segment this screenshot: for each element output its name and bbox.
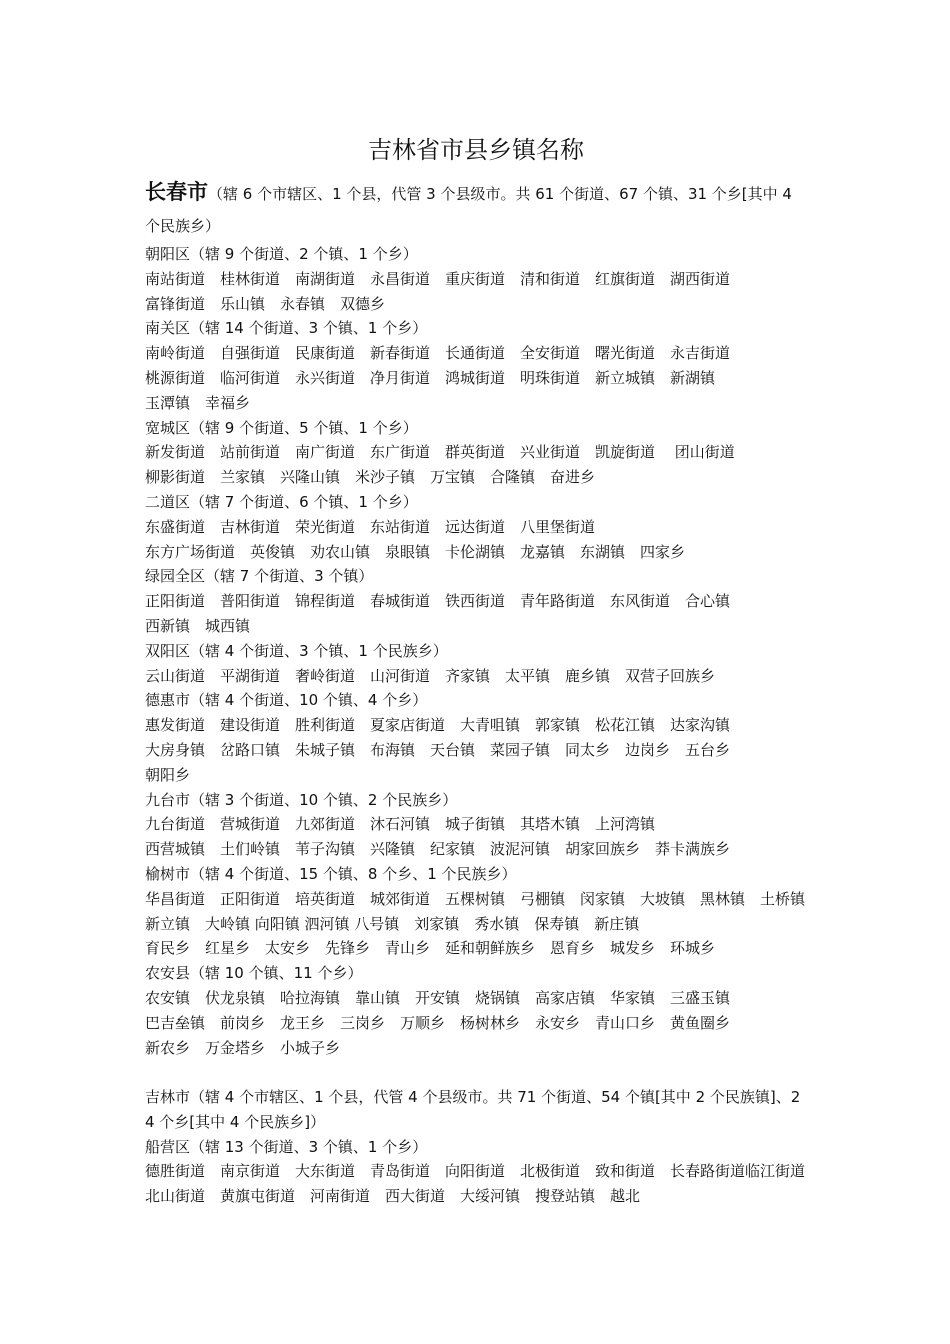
text-line: 东方广场街道 英俊镇 劝农山镇 泉眼镇 卡伦湖镇 龙嘉镇 东湖镇 四家乡 [145, 542, 686, 561]
text-line: 正阳街道 普阳街道 锦程街道 春城街道 铁西街道 青年路街道 东风街道 合心镇 [145, 592, 731, 611]
text-line: 玉潭镇 幸福乡 [145, 393, 251, 412]
city-name: 长春市 [145, 180, 208, 204]
jilin-district-list [145, 1085, 821, 1209]
text-line: 南站街道 桂林街道 南湖街道 永昌街道 重庆街道 清和街道 红旗街道 湖西街道 [145, 269, 731, 288]
blank-line [145, 1060, 807, 1085]
text-line: 绿园全区（辖 7 个街道、3 个镇） [145, 567, 374, 586]
text-line: 朝阳乡 [145, 765, 191, 784]
text-line: 宽城区（辖 9 个街道、5 个镇、1 个乡） [145, 418, 418, 437]
text-line: 朝阳区（辖 9 个街道、2 个镇、1 个乡） [145, 245, 418, 263]
text-line: 九台市（辖 3 个街道、10 个镇、2 个民族乡） [145, 790, 458, 809]
text-line: 柳影街道 兰家镇 兴隆山镇 米沙子镇 万宝镇 合隆镇 奋进乡 [145, 468, 596, 487]
document-title: 吉林省市县乡镇名称 [368, 136, 584, 164]
text-line: 榆树市（辖 4 个街道、15 个镇、8 个乡、1 个民族乡） [145, 864, 517, 883]
text-line: 新发街道 站前街道 南广街道 东广街道 群英街道 兴业街道 凯旋街道 团山街道 [145, 443, 735, 462]
text-line: 云山街道 平湖街道 奢岭街道 山河街道 齐家镇 太平镇 鹿乡镇 双营子回族乡 [145, 666, 716, 685]
text-line: 船营区（辖 13 个街道、3 个镇、1 个乡） [145, 1137, 428, 1156]
document-page [145, 128, 821, 1209]
text-line: 华昌街道 正阳街道 培英街道 城郊街道 五棵树镇 弓棚镇 闵家镇 大坡镇 黑林镇 土桥镇 新立镇 大岭镇 向阳镇 泗河镇 八号镇 刘家镇 秀水镇 保寿镇 新庄镇 [145, 889, 821, 933]
text-line: 德惠市（辖 4 个街道、10 个镇、4 个乡） [145, 691, 428, 710]
text-line: 吉林市（辖 4 个市辖区、1 个县，代管 4 个县级市。共 71 个街道、54 个镇[其中 2 个民族镇]、24 个乡[其中 4 个民族乡]） [145, 1088, 801, 1131]
text-line: 惠发街道 建设街道 胜利街道 夏家店街道 大青咀镇 郭家镇 松花江镇 达家沟镇 [145, 716, 731, 735]
text-line: 大房身镇 岔路口镇 朱城子镇 布海镇 天台镇 菜园子镇 同太乡 边岗乡 五台乡 [145, 740, 731, 759]
text-line: 南岭街道 自强街道 民康街道 新春街道 长通街道 全安街道 曙光街道 永吉街道 [145, 344, 731, 363]
text-line: 德胜街道 南京街道 大东街道 青岛街道 向阳街道 北极街道 致和街道 长春路街道临江街道 北山街道 黄旗屯街道 河南街道 西大街道 大绥河镇 搜登站镇 越北 [145, 1162, 821, 1206]
text-line: 南关区（辖 14 个街道、3 个镇、1 个乡） [145, 319, 428, 338]
text-line: 西营城镇 土们岭镇 苇子沟镇 兴隆镇 纪家镇 波泥河镇 胡家回族乡 莽卡满族乡 [145, 840, 731, 859]
text-line: 农安县（辖 10 个镇、11 个乡） [145, 964, 363, 983]
text-line: 西新镇 城西镇 [145, 616, 251, 635]
text-line: 桃源街道 临河街道 永兴街道 净月街道 鸿城街道 明珠街道 新立城镇 新湖镇 [145, 368, 716, 387]
text-line: 农安镇 伏龙泉镇 哈拉海镇 靠山镇 开安镇 烧锅镇 高家店镇 华家镇 三盛玉镇 [145, 988, 731, 1007]
text-line: 九台街道 营城街道 九郊街道 沐石河镇 城子街镇 其塔木镇 上河湾镇 [145, 815, 656, 834]
city-summary: （辖 6 个市辖区、1 个县，代管 3 个县级市。共 61 个街道、67 个镇、31 个乡[其中 4 个民族乡） [145, 185, 797, 235]
text-line: 巴吉垒镇 前岗乡 龙王乡 三岗乡 万顺乡 杨树林乡 永安乡 青山口乡 黄鱼圈乡 [145, 1013, 731, 1032]
text-line: 育民乡 红星乡 太安乡 先锋乡 青山乡 延和朝鲜族乡 恩育乡 城发乡 环城乡 [145, 939, 716, 958]
text-line: 富锋街道 乐山镇 永春镇 双德乡 [145, 294, 386, 313]
text-line: 东盛街道 吉林街道 荣光街道 东站街道 远达街道 八里堡街道 [145, 517, 596, 536]
text-line: 二道区（辖 7 个街道、6 个镇、1 个乡） [145, 492, 418, 511]
changchun-district-list [145, 242, 821, 1060]
text-line: 双阳区（辖 4 个街道、3 个镇、1 个民族乡） [145, 641, 448, 660]
city-heading-changchun [145, 176, 807, 242]
text-line: 新农乡 万金塔乡 小城子乡 [145, 1038, 341, 1057]
